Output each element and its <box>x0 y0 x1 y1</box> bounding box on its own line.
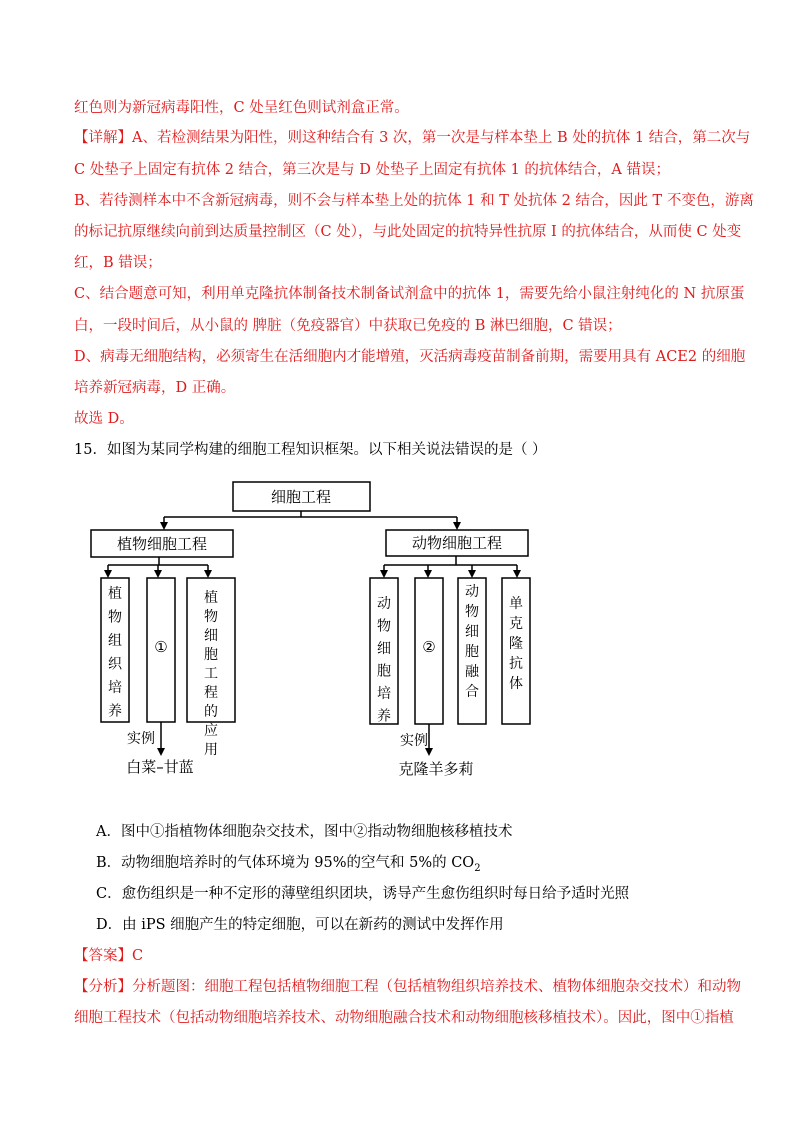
answer-value: C <box>132 948 144 964</box>
intro-line: 红色则为新冠病毒阳性，C 处呈红色则试剂盒正常。 <box>74 100 409 116</box>
root-box <box>233 482 370 511</box>
answer-line <box>74 946 143 966</box>
question-stem: 15．如图为某同学构建的细胞工程知识框架。以下相关说法错误的是（ ） <box>74 442 547 458</box>
detail-line-8: D、病毒无细胞结构，必须寄生在活细胞内才能增殖，灭活病毒疫苗制备前期，需要用具有 ACE2 的细胞 <box>74 349 746 365</box>
plant-item-1: 植物组织培养 <box>108 586 122 720</box>
analysis-tag: 【分析】 <box>74 979 132 995</box>
answer-tag: 【答案】 <box>74 948 132 964</box>
animal-title-box <box>386 530 528 556</box>
analysis-line-1: 【分析】分析题图：细胞工程包括植物细胞工程（包括植物组织培养技术、植物体细胞杂交技术）和动物 <box>74 979 741 995</box>
detail-line-2: C 处垫子上固定有抗体 2 结合，第三次是与 D 处垫子上固定有抗体 1 的抗体结合，A 错误； <box>74 162 671 178</box>
detail-line-7: 白，一段时间后，从小鼠的 脾脏（免疫器官）中获取已免疫的 B 淋巴细胞，C 错误； <box>74 318 622 334</box>
animal-item-box-2 <box>415 578 443 724</box>
plant-item-box-2 <box>147 578 175 722</box>
animal-example: 克隆羊多莉 <box>398 760 474 778</box>
detail-line-1: 【详解】A、若检测结果为阳性，则这种结合有 3 次，第一次是与样本垫上 B 处的抗体 1 结合，第二次与 <box>74 130 751 146</box>
option-c[interactable]: C．愈伤组织是一种不定形的薄壁组织团块，诱导产生愈伤组织时每日给予适时光照 <box>96 886 630 902</box>
animal-item-1: 动物细胞培养 <box>377 596 391 725</box>
animal-item-4: 单克隆抗体 <box>509 596 523 692</box>
detail-conclusion: 故选 D。 <box>74 411 134 427</box>
analysis-line-2: 细胞工程技术（包括动物细胞培养技术、动物细胞融合技术和动物细胞核移植技术）。因此，图中①指植 <box>74 1010 734 1026</box>
detail-line-3: B、若待测样本中不含新冠病毒，则不会与样本垫上处的抗体 1 和 T 处抗体 2 结合，因此 T 不变色，游离 <box>74 193 754 209</box>
plant-title: 植物细胞工程 <box>116 535 208 553</box>
option-a[interactable]: A．图中①指植物体细胞杂交技术，图中②指动物细胞核移植技术 <box>96 824 513 840</box>
animal-example-label: 实例 <box>400 733 428 749</box>
diagram-root: 细胞工程 <box>270 488 332 506</box>
plant-item-box-3 <box>187 578 235 722</box>
detail-line-5: 红，B 错误； <box>74 255 162 271</box>
detail-tag: 【详解】 <box>74 130 132 146</box>
plant-title-box <box>91 530 233 557</box>
plant-item-2: ① <box>154 638 168 656</box>
animal-item-box-4 <box>502 578 530 724</box>
detail-line-4: 的标记抗原继续向前到达质量控制区（C 处），与此处固定的抗特异性抗原 I 的抗体结合，从而使 C 处变 <box>74 224 742 240</box>
plant-item-box-1 <box>101 578 129 722</box>
plant-item-3: 植物细胞工程的应用 <box>204 590 218 758</box>
animal-item-3: 动物细胞融合 <box>465 584 479 700</box>
animal-item-2: ② <box>422 638 436 656</box>
detail-line-9: 培养新冠病毒，D 正确。 <box>74 380 236 396</box>
animal-item-box-3 <box>458 578 486 724</box>
option-d[interactable]: D．由 iPS 细胞产生的特定细胞，可以在新药的测试中发挥作用 <box>96 917 504 933</box>
animal-title: 动物细胞工程 <box>411 534 503 552</box>
detail-line-6: C、结合题意可知，利用单克隆抗体制备技术制备试剂盒中的抗体 1，需要先给小鼠注射纯化的 N 抗原蛋 <box>74 286 745 302</box>
plant-example: 白菜–甘蓝 <box>126 758 194 776</box>
animal-item-box-1 <box>370 578 398 724</box>
option-b[interactable]: B．动物细胞培养时的气体环境为 95%的空气和 5%的 $CO_2$ <box>96 855 481 874</box>
plant-example-label: 实例 <box>127 731 155 747</box>
